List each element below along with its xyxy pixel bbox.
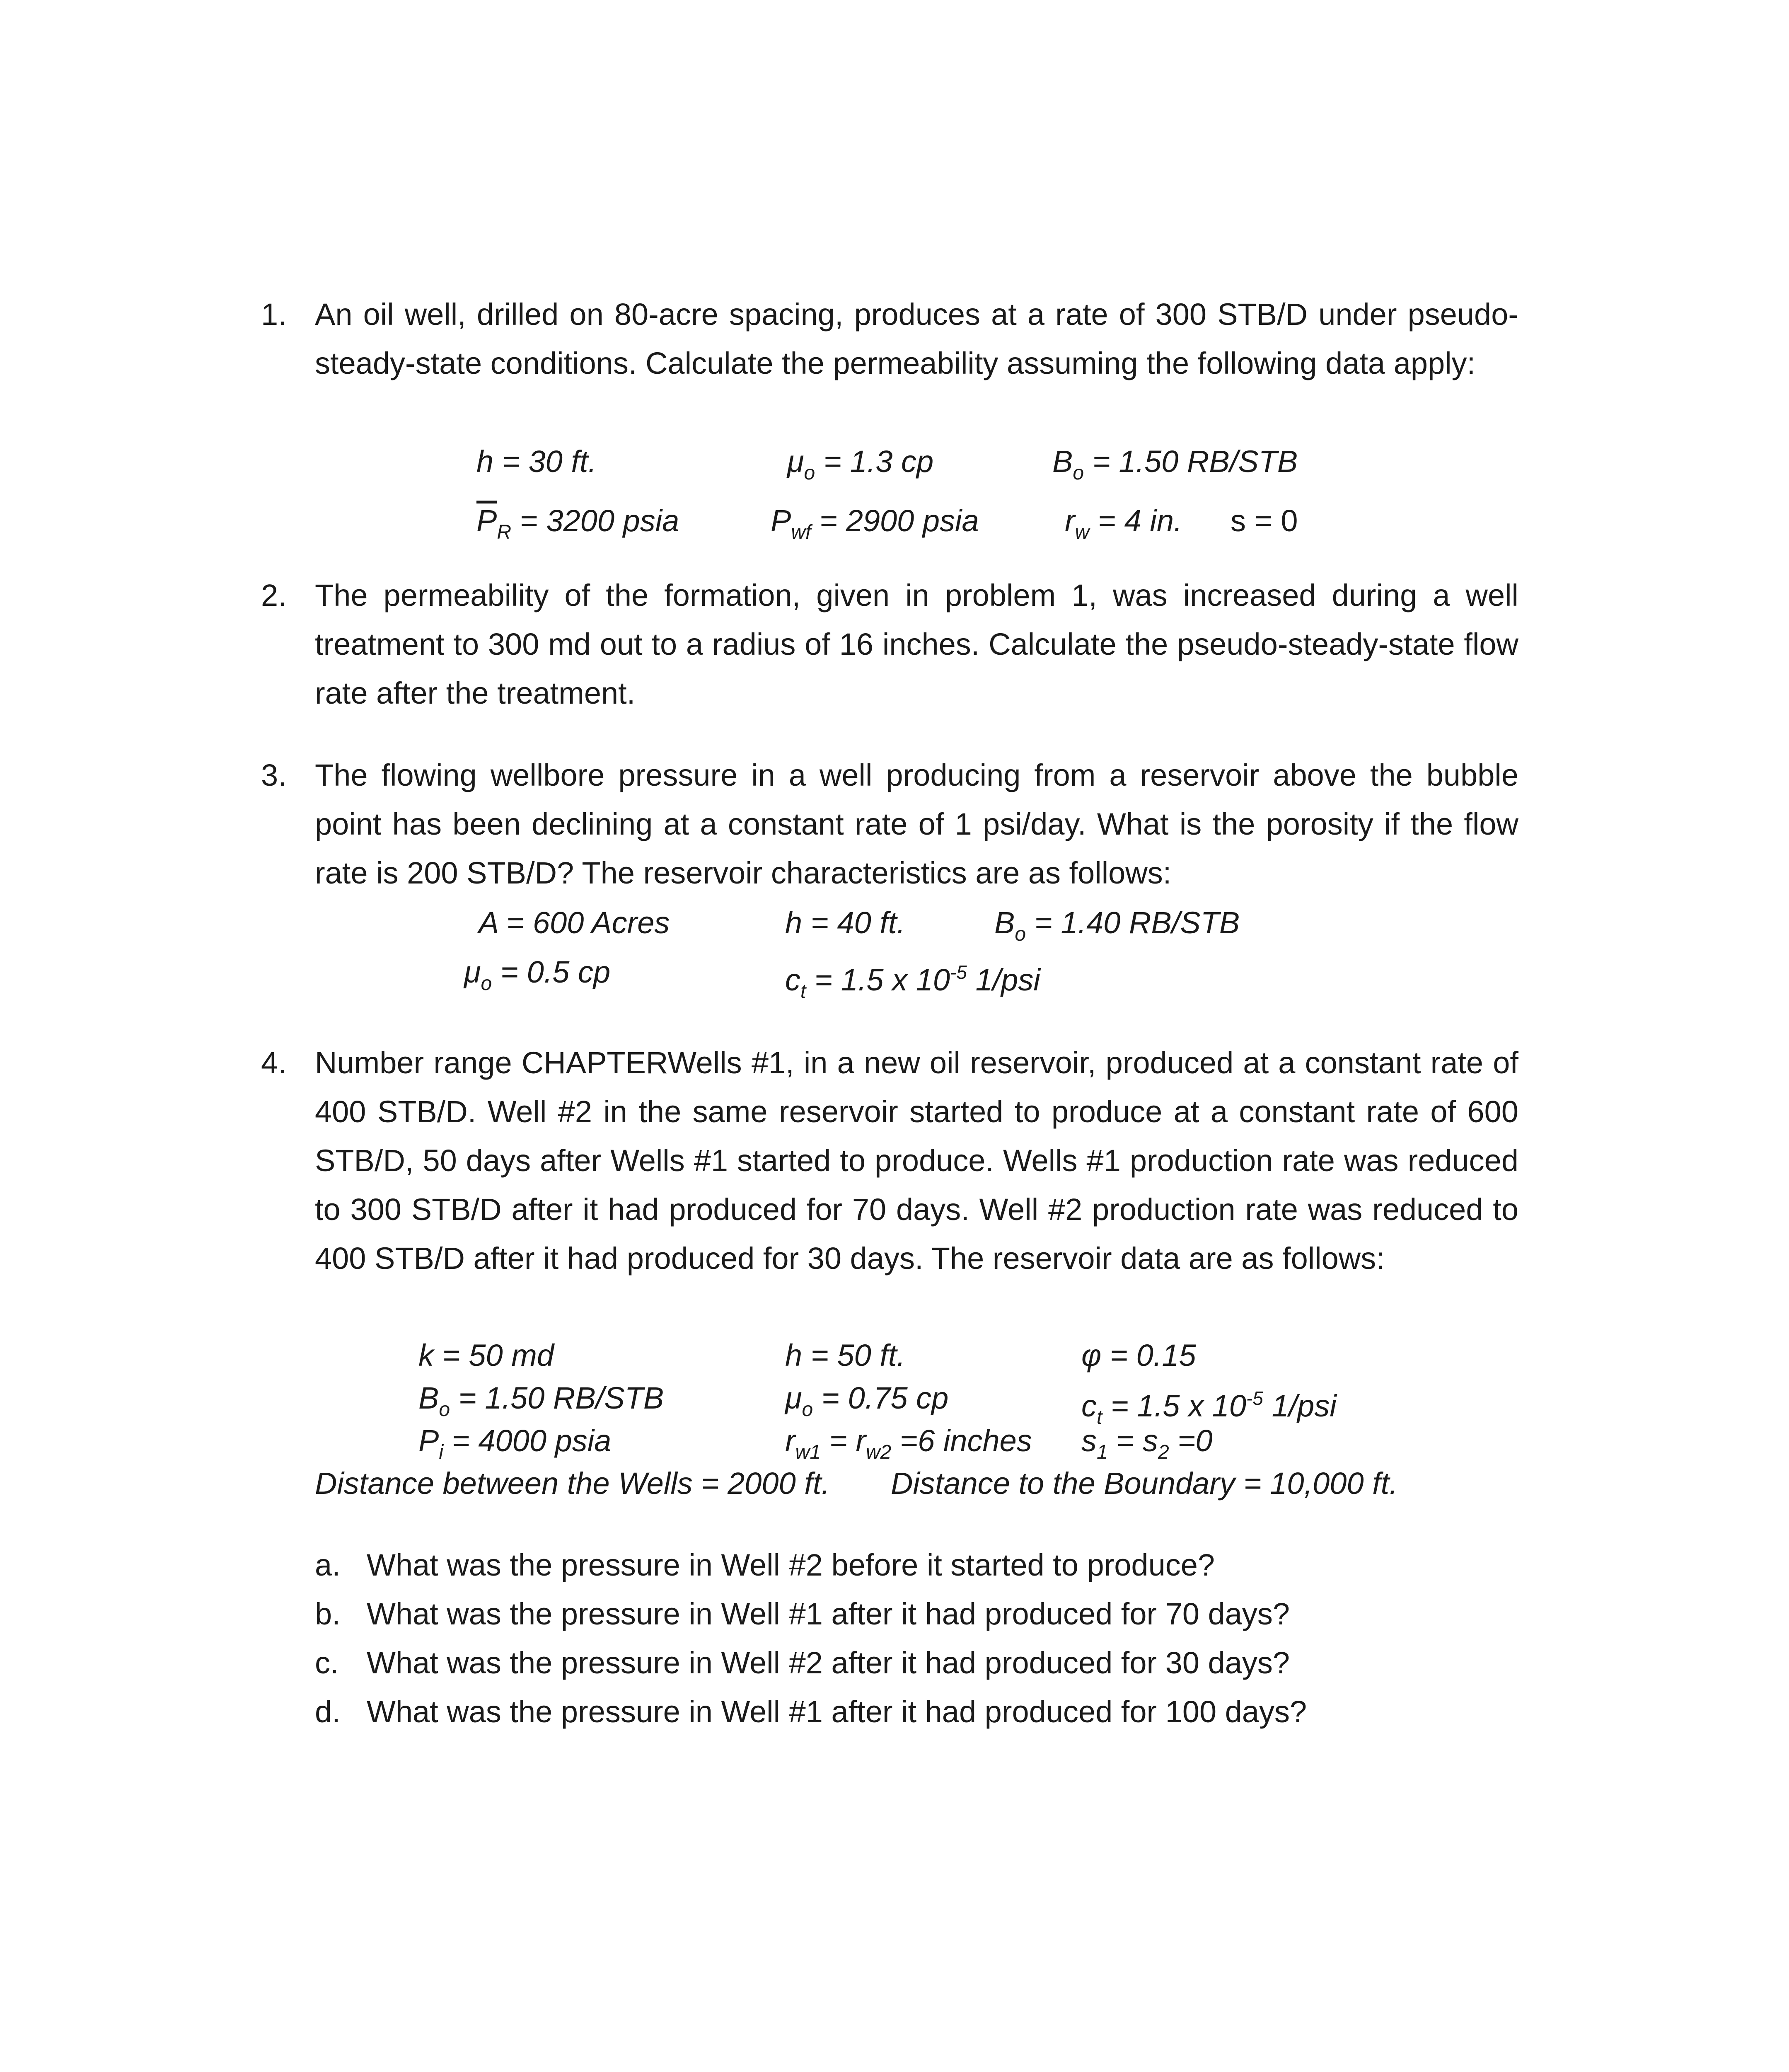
question-b-label: b. (315, 1597, 341, 1631)
p3-a: A = 600 Acres (479, 905, 670, 940)
p4-phi: φ = 0.15 (1081, 1338, 1196, 1372)
p4-ct: $c_t = 1.5$ x $10^{-5}$ 1/psi (1081, 1387, 1337, 1428)
problem-2-number: 2. (261, 578, 287, 612)
p1-rw: $r_w = 4$ in. (1065, 503, 1182, 543)
p1-pwf: $P_{wf} = 2900$ psia (771, 503, 979, 543)
p3-mu: $\mu_o = 0.5$ cp (464, 955, 611, 995)
problem-3-number: 3. (261, 758, 287, 792)
p4-mu: $\mu_o = 0.75$ cp (785, 1381, 949, 1421)
question-c-label: c. (315, 1646, 339, 1680)
question-d-text: What was the pressure in Well #1 after it had produced for 100 days? (367, 1694, 1307, 1729)
question-d-label: d. (315, 1694, 341, 1729)
problem-2-text: The permeability of the formation, given in problem 1, was increased during a well treatment to 300 md out to a radius of 16 inches. Calculate the pseudo-steady-state flow rate after the treatment. (315, 578, 1518, 710)
problem-1-text: An oil well, drilled on 80-acre spacing, produces at a rate of 300 STB/D under pseudo-steady-state conditions. Calculate the permeability assuming the following data apply: (315, 297, 1518, 380)
question-c-text: What was the pressure in Well #2 after it had produced for 30 days? (367, 1646, 1290, 1680)
p4-bo: $B_o = 1.50$ RB/STB (418, 1381, 664, 1421)
p4-distance-boundary: Distance to the Boundary = 10,000 ft. (891, 1466, 1398, 1501)
p3-bo: $B_o = 1.40$ RB/STB (994, 905, 1240, 945)
problem-4-number: 4. (261, 1046, 287, 1080)
p1-s: s = 0 (1231, 503, 1298, 538)
p3-ct: $c_t = 1.5$ x $10^{-5}$ 1/psi (785, 961, 1040, 1002)
p4-rw: $r_{w1} = r_{w2} =6$ inches (785, 1423, 1032, 1463)
p1-mu: $\mu_o = 1.3$ cp (787, 444, 934, 484)
p4-h: h = 50 ft. (785, 1338, 906, 1372)
p1-pr: $\overline{P}_R = 3200$ psia (476, 503, 679, 543)
p4-pi: $P_i = 4000$ psia (418, 1423, 612, 1463)
p4-distance-wells: Distance between the Wells = 2000 ft. (315, 1466, 830, 1501)
p1-h: h = 30 ft. (476, 444, 597, 479)
question-a-text: What was the pressure in Well #2 before it started to produce? (367, 1548, 1215, 1582)
question-a-label: a. (315, 1548, 341, 1582)
p1-bo: $B_o = 1.50$ RB/STB (1052, 444, 1298, 484)
problem-3-text: The flowing wellbore pressure in a well producing from a reservoir above the bubble point has been declining at a constant rate of 1 psi/day. What is the porosity if the flow rate is 200 STB/D? The reservoir characteristics are as follows: (315, 758, 1518, 890)
question-b-text: What was the pressure in Well #1 after it had produced for 70 days? (367, 1597, 1290, 1631)
p4-skin: $s_1 = s_2 =0$ (1081, 1423, 1213, 1463)
p4-k: k = 50 md (418, 1338, 554, 1372)
problem-1-number: 1. (261, 297, 287, 332)
p3-h: h = 40 ft. (785, 905, 906, 940)
problem-4-text: Number range CHAPTERWells #1, in a new oil reservoir, produced at a constant rate of 400 STB/D. Well #2 in the same reservoir started to produce at a constant rate of 600 STB/D, 50 days after Wells #1 started to produce. Wells #1 production rate was reduced to 300 STB/D after it had produced for 70 days. Well #2 production rate was reduced to 400 STB/D after it had produced for 30 days. The reservoir data are as follows: (315, 1046, 1518, 1276)
